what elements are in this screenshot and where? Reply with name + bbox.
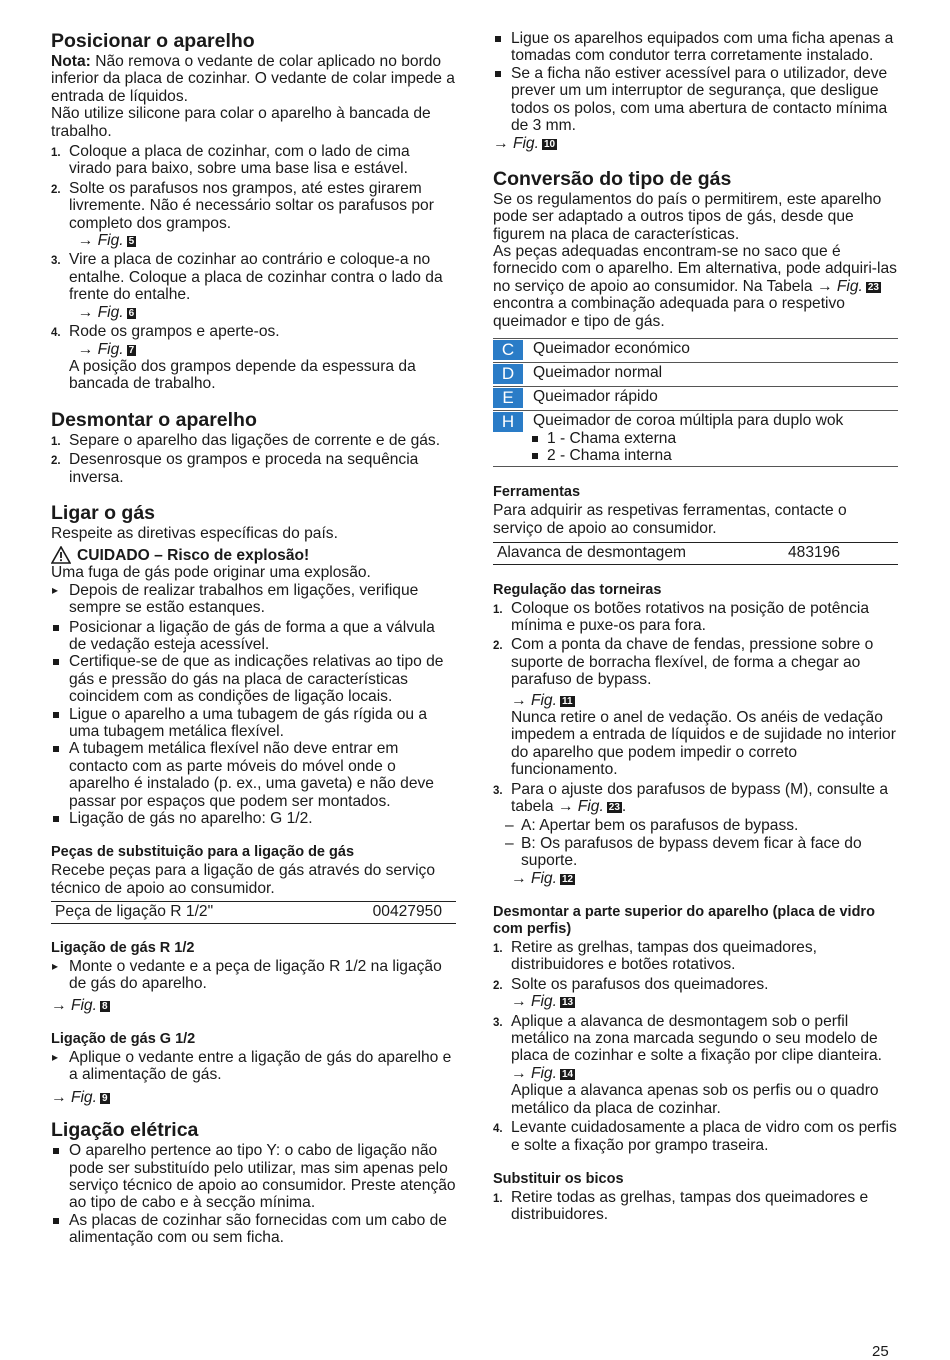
arrow-icon: → xyxy=(51,997,67,1015)
subsection-title-superior: Desmontar a parte superior do aparelho (placa de vidro com perfis) xyxy=(493,904,875,938)
arrow-icon: → xyxy=(511,691,527,709)
list-item xyxy=(51,958,456,993)
section-title-posicionar: Posicionar o aparelho xyxy=(51,30,255,52)
step-text: Coloque a placa de cozinhar, com o lado de cima virado para baixo, sobre uma base lisa e estável. xyxy=(69,143,410,178)
burner-label: Queimador económico xyxy=(533,339,898,363)
list-item xyxy=(493,976,898,1011)
list-item xyxy=(493,65,898,135)
step-number: 1. xyxy=(493,603,503,616)
burner-code-badge: C xyxy=(493,340,523,360)
list-item xyxy=(51,451,456,486)
step-number: 3. xyxy=(493,1016,503,1029)
step-number: 3. xyxy=(493,784,503,797)
nota-text: Não remova o vedante de colar aplicado no bordo inferior da placa de cozinhar. O vedante de colar impede a entrada de líquidos. xyxy=(51,53,455,105)
list-item xyxy=(515,447,898,464)
list-item xyxy=(51,810,456,827)
regulacao-steps xyxy=(493,600,898,888)
step-text: Solte os parafusos nos grampos, até estes girarem livremente. Não é necessário soltar os parafusos por completo dos grampos. xyxy=(69,179,434,232)
step-text: Vire a placa de cozinhar ao contrário e coloque-a no entalhe. Coloque a placa de cozinhar contra o lado da frente do entalhe. xyxy=(69,251,443,304)
ferramentas-text: Para adquirir as respetivas ferramentas, contacte o serviço de apoio ao consumidor. xyxy=(493,502,847,537)
bullet-text: Ligue os aparelhos equipados com uma ficha apenas a tomadas com condutor terra corretamente instalado. xyxy=(511,30,894,65)
arrow-icon: → xyxy=(77,232,94,250)
figure-reference[interactable] xyxy=(511,1065,898,1082)
list-item xyxy=(493,1119,898,1154)
fig-label: Fig. xyxy=(70,997,97,1015)
figure-number-badge: 13 xyxy=(561,997,574,1009)
ligar-gas-list xyxy=(51,582,456,828)
burner-label: Queimador rápido xyxy=(533,387,898,411)
warning-title: CUIDADO – Risco de explosão! xyxy=(77,546,310,564)
ligar-gas-intro: Respeite as diretivas específicas do país. xyxy=(51,524,338,542)
action-text: Aplique o vedante entre a ligação de gás do aparelho e a alimentação de gás. xyxy=(69,1048,452,1084)
fig-label: Fig. xyxy=(530,691,557,709)
warning-text: Uma fuga de gás pode originar uma explosão. xyxy=(51,564,371,582)
figure-number-badge[interactable]: 23 xyxy=(608,802,620,813)
table-cell-value: 00427950 xyxy=(316,902,456,923)
fig-label: Fig. xyxy=(836,277,863,295)
burner-code-cell xyxy=(493,339,533,363)
warning-heading xyxy=(51,546,456,564)
subsection-title-pecas: Peças de substituição para a ligação de gás xyxy=(51,844,355,861)
table-cell-label: Alavanca de desmontagem xyxy=(493,543,784,564)
burner-code-badge: D xyxy=(493,364,523,384)
arrow-icon: → xyxy=(77,340,94,358)
bullet-text: 2 - Chama interna xyxy=(547,446,672,464)
figure-reference[interactable] xyxy=(69,304,456,321)
figure-number-badge: 9 xyxy=(101,1092,108,1104)
arrow-icon: → xyxy=(77,303,94,321)
bullet-text: As placas de cozinhar são fornecidas com um cabo de alimentação com ou sem ficha. xyxy=(69,1211,447,1247)
table-cell-value: 483196 xyxy=(784,543,898,564)
step-number: 3. xyxy=(51,255,61,268)
figure-reference[interactable] xyxy=(51,1089,456,1106)
burner-code-badge: H xyxy=(493,412,523,432)
list-item xyxy=(51,1049,456,1084)
list-item xyxy=(51,653,456,705)
list-item xyxy=(51,143,456,178)
burner-label: Queimador de coroa múltipla para duplo wok xyxy=(533,412,844,430)
burner-label: Queimador normal xyxy=(533,363,898,387)
eletrica-list xyxy=(51,1142,456,1246)
step-text: Retire as grelhas, tampas dos queimadores, distribuidores e botões rotativos. xyxy=(511,939,817,974)
step-number: 4. xyxy=(493,1123,503,1136)
action-text: Depois de realizar trabalhos em ligações, verifique sempre se estão estanques. xyxy=(69,581,419,617)
step-number: 2. xyxy=(51,183,61,196)
fig-label: Fig. xyxy=(70,1088,97,1106)
burner-code-badge: E xyxy=(493,388,523,408)
table-row xyxy=(493,339,898,363)
list-item xyxy=(493,817,898,834)
conversao-p2-a: As peças adequadas encontram-se no saco que é fornecido com o aparelho. Em alternativa, pode adquiri-las no serviço de apoio ao consumidor. Na Tabela xyxy=(493,243,897,295)
desmontar-steps xyxy=(51,432,456,486)
burner-sub-list xyxy=(515,430,898,465)
step-text: Desenrosque os grampos e proceda na sequência inversa. xyxy=(69,451,419,486)
g12-list xyxy=(51,1049,456,1084)
burner-code-cell xyxy=(493,363,533,387)
subsection-title-regulacao: Regulação das torneiras xyxy=(493,581,662,598)
fig-label: Fig. xyxy=(530,869,557,887)
table-row xyxy=(493,543,898,564)
figure-reference[interactable] xyxy=(511,993,898,1010)
conversao-p2-b: encontra a combinação adequada para o respetivo queimador e tipo de gás. xyxy=(493,295,845,330)
fig-label: Fig. xyxy=(97,340,124,358)
list-item: 3. Para o ajuste dos parafusos de bypass (M), consulte a tabela → Fig. 23 . – A: Apertar bem os parafusos de bypass. – B: Os parafusos de bypass devem ficar à face do suporte. → Fig. 12 xyxy=(493,781,898,887)
fig-label: Fig. xyxy=(97,303,124,321)
step-text: Com a ponta da chave de fendas, pressione sobre o suporte de borracha flexível, de forma a chegar ao parafuso de bypass. xyxy=(511,636,874,689)
arrow-icon: → xyxy=(816,277,833,295)
step-text: Retire todas as grelhas, tampas dos queimadores e distribuidores. xyxy=(511,1188,869,1224)
bullet-text: 1 - Chama externa xyxy=(547,429,677,447)
fig-label: Fig. xyxy=(97,232,124,250)
bicos-steps xyxy=(493,1189,898,1224)
bullet-text: Certifique-se de que as indicações relativas ao tipo de gás e pressão do gás na placa de características coincidem com as condições de ligação locais. xyxy=(69,653,444,706)
figure-number-badge: 10 xyxy=(543,139,556,151)
step-number: 2. xyxy=(493,640,503,653)
figure-number-badge: 5 xyxy=(128,236,135,248)
silicone-paragraph: Não utilize silicone para colar o aparelho à bancada de trabalho. xyxy=(51,105,431,140)
table-cell-label: Peça de ligação R 1/2" xyxy=(51,902,316,923)
step-note: Aplique a alavanca apenas sob os perfis ou o quadro metálico da placa de cozinhar. xyxy=(511,1082,879,1117)
list-item xyxy=(493,600,898,635)
arrow-icon: → xyxy=(511,1064,527,1082)
right-column xyxy=(493,30,898,1224)
list-item xyxy=(493,1189,898,1224)
conversao-p1: Se os regulamentos do país o permitirem, este aparelho pode ser adaptado a outros tipos de gás, desde que figurem na placa de características. xyxy=(493,190,882,243)
fig-label: Fig. xyxy=(530,1064,557,1082)
table-row xyxy=(51,902,456,923)
table-row xyxy=(493,363,898,387)
list-item xyxy=(51,180,456,250)
left-column xyxy=(51,30,456,1247)
figure-number-badge: 6 xyxy=(128,307,135,319)
figure-number-badge: 11 xyxy=(561,695,573,707)
subsection-title-g12: Ligação de gás G 1/2 xyxy=(51,1030,196,1047)
subsection-title-bicos: Substituir os bicos xyxy=(493,1170,624,1187)
posicionar-steps xyxy=(51,143,456,393)
figure-number-badge: 14 xyxy=(561,1068,574,1080)
list-item xyxy=(51,619,456,654)
table-row xyxy=(493,411,898,467)
dash-text: A: Apertar bem os parafusos de bypass. xyxy=(521,817,799,835)
figure-reference[interactable] xyxy=(69,341,456,358)
list-item xyxy=(493,1013,898,1117)
list-item xyxy=(51,740,456,810)
arrow-icon: → xyxy=(493,135,509,153)
list-item xyxy=(493,835,898,870)
figure-reference[interactable] xyxy=(511,692,898,709)
step-text: Aplique a alavanca de desmontagem sob o perfil metálico na zona marcada segundo o seu modelo de placa de cozinhar e solte a fixação por clipe dianteira. xyxy=(511,1012,883,1065)
list-item xyxy=(493,30,898,65)
step-text: Rode os grampos e aperte-os. xyxy=(69,323,280,341)
warning-triangle-icon xyxy=(51,546,71,564)
burner-table xyxy=(493,338,898,467)
step-number: 1. xyxy=(493,943,503,956)
dash-text: B: Os parafusos de bypass devem ficar à face do suporte. xyxy=(521,834,862,870)
list-item xyxy=(51,323,456,393)
subsection-title-r12: Ligação de gás R 1/2 xyxy=(51,939,195,956)
burner-cell xyxy=(533,411,898,467)
step-note: Nunca retire o anel de vedação. Os anéis de vedação impedem a entrada de líquidos e de sujidade no interior do aparelho que podem impedir o correto funcionamento. xyxy=(511,708,896,779)
r12-list xyxy=(51,958,456,993)
superior-steps xyxy=(493,939,898,1154)
step-note: A posição dos grampos depende da espessura da bancada de trabalho. xyxy=(69,357,416,393)
figure-reference[interactable] xyxy=(511,870,898,887)
step-number: 2. xyxy=(493,979,503,992)
bullet-text: Posicionar a ligação de gás de forma a que a válvula de vedação esteja acessível. xyxy=(69,618,435,653)
list-item xyxy=(51,1212,456,1247)
figure-number-badge: 7 xyxy=(128,344,135,356)
step-number: 4. xyxy=(51,327,61,340)
page-number: 25 xyxy=(872,1343,889,1360)
list-item xyxy=(493,939,898,974)
regulacao-dash-list xyxy=(493,817,898,869)
figure-number-badge[interactable]: 23 xyxy=(867,281,879,293)
section-title-ligar-gas: Ligar o gás xyxy=(51,501,156,524)
list-item xyxy=(51,1142,456,1212)
bullet-text: Ligue o aparelho a uma tubagem de gás rígida ou a uma tubagem metálica flexível. xyxy=(69,705,428,740)
list-item xyxy=(51,432,456,449)
bullet-text: O aparelho pertence ao tipo Y: o cabo de ligação não pode ser substituído pelo utilizar, mas sim apenas pelo serviço técnico de apoio ao consumidor. Preste atenção ao tipo de cabo e à secção mínima. xyxy=(69,1142,456,1212)
step-number: 1. xyxy=(493,1192,503,1205)
nota-paragraph xyxy=(51,53,456,105)
step-number: 1. xyxy=(51,435,61,448)
list-item xyxy=(515,430,898,447)
fig-label: Fig. xyxy=(530,993,557,1011)
ferramentas-table xyxy=(493,542,898,564)
arrow-icon: → xyxy=(51,1088,67,1106)
list-item xyxy=(493,636,898,778)
action-text: Monte o vedante e a peça de ligação R 1/2 na ligação de gás do aparelho. xyxy=(69,957,442,993)
step-text: Para o ajuste dos parafusos de bypass (M), consulte a tabela xyxy=(511,780,889,815)
figure-reference[interactable] xyxy=(69,232,456,249)
list-item xyxy=(51,706,456,741)
bullet-text: Se a ficha não estiver acessível para o utilizador, deve prever um um interruptor de segurança, que desligue todos os polos, com uma abertura de contacto mínima de 3 mm. xyxy=(511,64,888,135)
eletrica-cont-list xyxy=(493,30,898,134)
step-number: 1. xyxy=(51,147,61,160)
table-row xyxy=(493,387,898,411)
bullet-text: A tubagem metálica flexível não deve entrar em contacto com as parte móveis do móvel onde o aparelho é instalado (p. ex., uma gaveta) e não deve passar por espaços que podem ser montados. xyxy=(69,740,434,810)
fig-label: Fig. xyxy=(512,135,539,153)
bullet-text: Ligação de gás no aparelho: G 1/2. xyxy=(69,810,313,828)
step-text: Levante cuidadosamente a placa de vidro com os perfis e solte a fixação por grampo traseira. xyxy=(511,1119,897,1154)
pecas-table xyxy=(51,901,456,923)
arrow-icon: → xyxy=(557,798,574,815)
figure-number-badge: 8 xyxy=(101,1001,108,1013)
fig-label: Fig. xyxy=(577,798,604,815)
pecas-text: Recebe peças para a ligação de gás através do serviço técnico de apoio ao consumidor. xyxy=(51,862,436,897)
arrow-icon: → xyxy=(511,993,527,1011)
section-title-conversao: Conversão do tipo de gás xyxy=(493,167,732,190)
list-item xyxy=(51,582,456,617)
conversao-p2 xyxy=(493,243,898,330)
step-number: 2. xyxy=(51,455,61,468)
section-title-desmontar: Desmontar o aparelho xyxy=(51,408,257,431)
nota-label: Nota: xyxy=(51,53,91,70)
step-text: Solte os parafusos dos queimadores. xyxy=(511,975,769,993)
subsection-title-ferramentas: Ferramentas xyxy=(493,484,581,501)
burner-code-cell xyxy=(493,387,533,411)
section-title-eletrica: Ligação elétrica xyxy=(51,1119,199,1142)
list-item xyxy=(51,251,456,321)
figure-number-badge: 12 xyxy=(561,873,574,885)
arrow-icon: → xyxy=(511,869,527,887)
figure-reference[interactable] xyxy=(51,997,456,1014)
figure-reference[interactable] xyxy=(493,135,898,152)
step-text: Coloque os botões rotativos na posição de potência mínima e puxe-os para fora. xyxy=(511,599,870,634)
step-text: Separe o aparelho das ligações de corrente e de gás. xyxy=(69,431,441,449)
